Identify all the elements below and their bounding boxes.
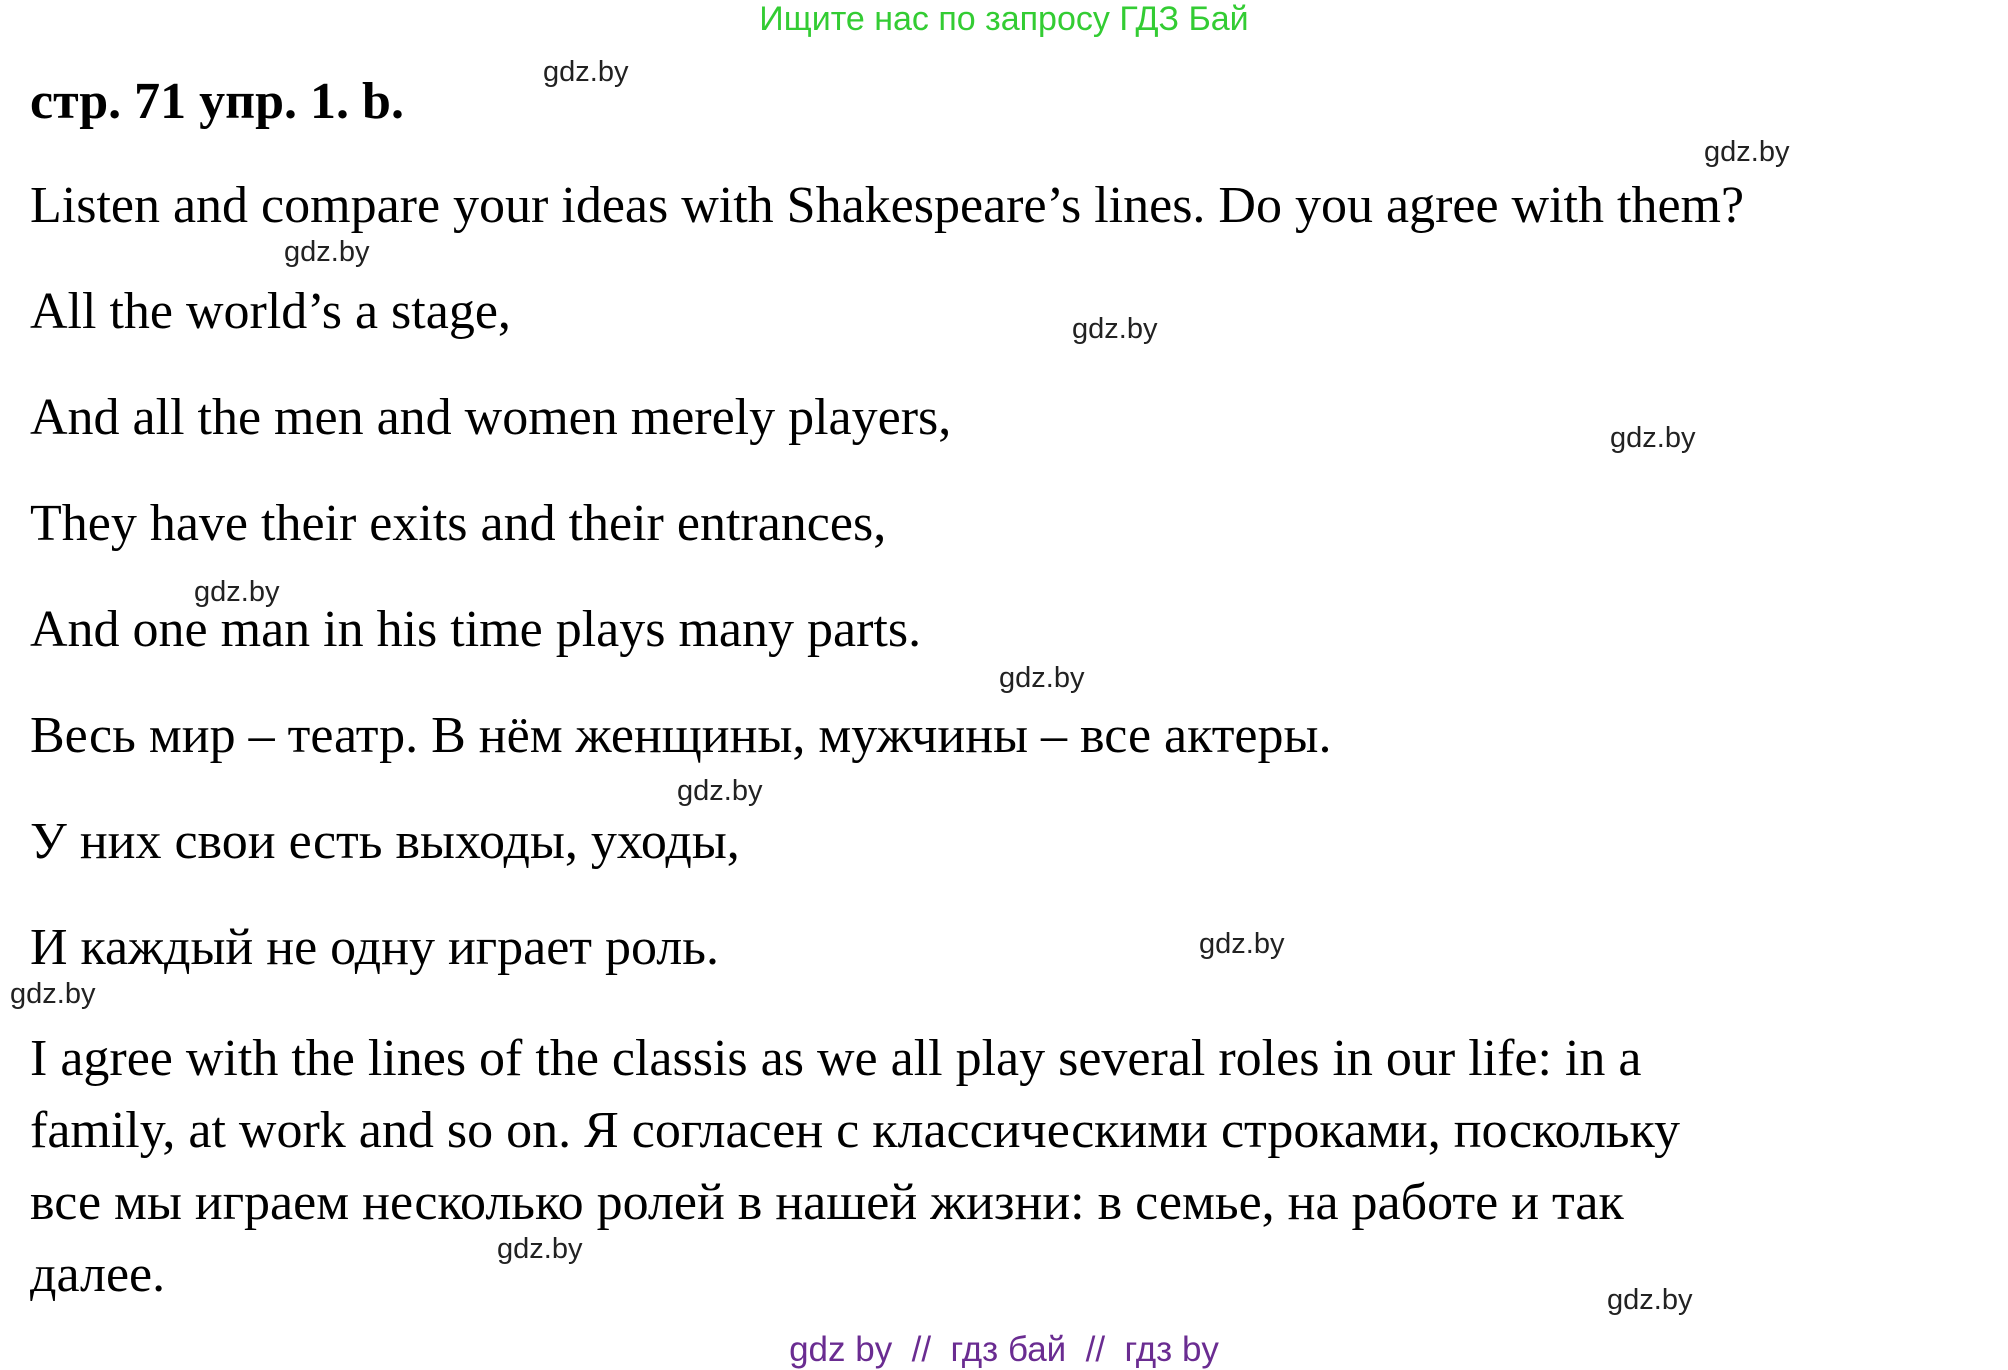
answer-line: I agree with the lines of the classis as we all play several roles in our life: in a [30,1030,1642,1087]
answer-line: все мы играем несколько ролей в нашей жизни: в семье, на работе и так [30,1174,1624,1231]
watermark: gdz.by [1704,136,1790,168]
poem-ru-line-3: И каждый не одну играет роль. [30,919,719,976]
watermark: gdz.by [999,662,1085,694]
watermark: gdz.by [1610,422,1696,454]
watermark: gdz.by [1072,313,1158,345]
top-banner: Ищите нас по запросу ГДЗ Бай [759,0,1249,38]
poem-en-line-1: All the world’s a stage, [30,283,511,340]
poem-ru-line-1: Весь мир – театр. В нём женщины, мужчины – все актеры. [30,707,1332,764]
watermark: gdz.by [677,775,763,807]
watermark: gdz.by [497,1233,583,1265]
watermark: gdz.by [10,978,96,1010]
answer-line: далее. [30,1246,166,1303]
page-heading: стр. 71 упр. 1. b. [30,73,404,130]
watermark: gdz.by [1607,1284,1693,1316]
poem-en-line-4: And one man in his time plays many parts. [30,601,922,658]
task-text: Listen and compare your ideas with Shakespeare’s lines. Do you agree with them? [30,177,1745,234]
footer-links: gdz by // гдз бай // гдз by [789,1330,1219,1369]
poem-en-line-2: And all the men and women merely players, [30,389,952,446]
watermark: gdz.by [284,236,370,268]
poem-en-line-3: They have their exits and their entrances, [30,495,887,552]
answer-line: family, at work and so on. Я согласен с классическими строками, поскольку [30,1102,1681,1159]
answer-paragraph [30,1023,1990,1311]
watermark: gdz.by [1199,928,1285,960]
poem-ru-line-2: У них свои есть выходы, уходы, [30,813,740,870]
watermark: gdz.by [194,576,280,608]
watermark: gdz.by [543,56,629,88]
